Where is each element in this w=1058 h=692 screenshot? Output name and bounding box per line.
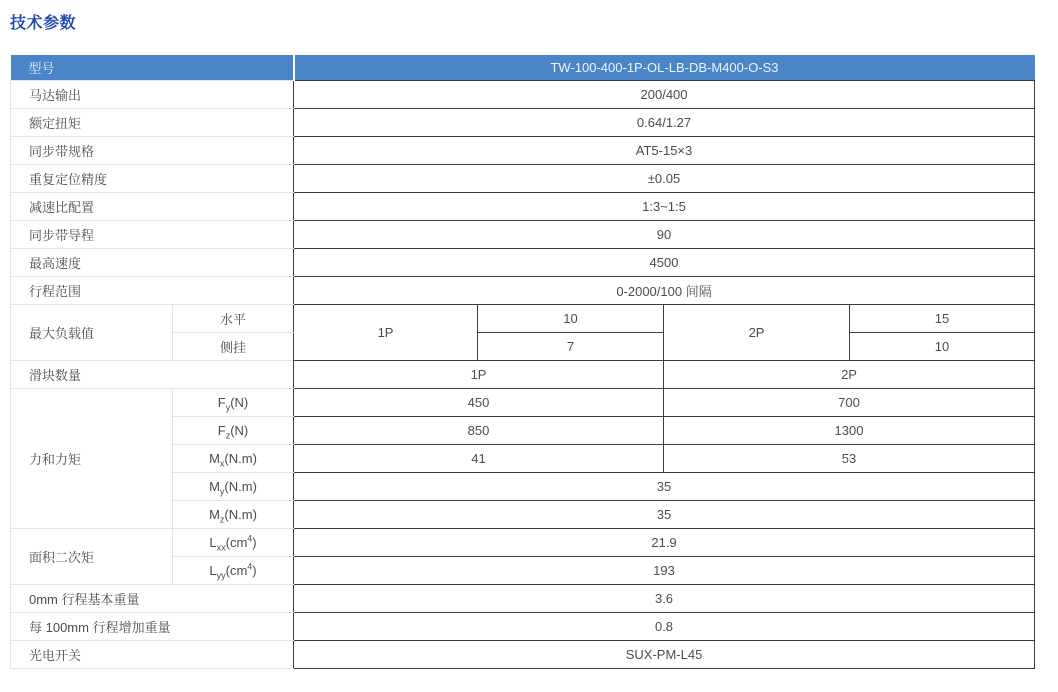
sub-label: $M_y(N.m)$ xyxy=(173,473,294,501)
row-value: 90 xyxy=(294,221,1035,249)
table-row xyxy=(11,165,1035,193)
table-row xyxy=(11,585,1035,613)
row-value: 0.64/1.27 xyxy=(294,109,1035,137)
sub-label: $M_x(N.m)$ xyxy=(173,445,294,473)
group-label-max-load: 最大负载值 xyxy=(11,305,173,361)
spec-table xyxy=(10,55,1035,669)
row-value: SUX-PM-L45 xyxy=(294,641,1035,669)
table-row xyxy=(11,137,1035,165)
sub-label: 水平 xyxy=(173,305,294,333)
table-row xyxy=(11,221,1035,249)
table-row xyxy=(11,305,1035,333)
sub-label: $F_y(N)$ xyxy=(173,389,294,417)
row-value: 1:3~1:5 xyxy=(294,193,1035,221)
row-label: 行程范围 xyxy=(11,277,294,305)
cell-value: 1P xyxy=(294,361,664,389)
table-row xyxy=(11,361,1035,389)
group-cell-2p: 2P xyxy=(664,305,850,361)
group-label-moment: 面积二次矩 xyxy=(11,529,173,585)
cell-value: 2P xyxy=(664,361,1035,389)
table-row xyxy=(11,529,1035,557)
table-row xyxy=(11,641,1035,669)
sub-label: $L_{yy}(cm^4)$ xyxy=(173,557,294,585)
cell-value: 1300 xyxy=(664,417,1035,445)
table-row xyxy=(11,193,1035,221)
cell-value: 21.9 xyxy=(294,529,1035,557)
cell-value: 35 xyxy=(294,473,1035,501)
table-row xyxy=(11,613,1035,641)
row-label: 每 100mm 行程增加重量 xyxy=(11,613,294,641)
row-value: 3.6 xyxy=(294,585,1035,613)
sub-label: 侧挂 xyxy=(173,333,294,361)
row-value: 200/400 xyxy=(294,81,1035,109)
cell-value: 41 xyxy=(294,445,664,473)
cell-value: 850 xyxy=(294,417,664,445)
table-row xyxy=(11,249,1035,277)
cell-value: 450 xyxy=(294,389,664,417)
group-cell-1p: 1P xyxy=(294,305,478,361)
row-label: 最高速度 xyxy=(11,249,294,277)
row-label: 重复定位精度 xyxy=(11,165,294,193)
row-label: 滑块数量 xyxy=(11,361,294,389)
row-label: 同步带规格 xyxy=(11,137,294,165)
cell-value: 10 xyxy=(850,333,1035,361)
page-title: 技术参数 xyxy=(10,15,77,32)
model-value: TW-100-400-1P-OL-LB-DB-M400-O-S3 xyxy=(294,55,1035,81)
cell-value: 10 xyxy=(478,305,664,333)
table-row xyxy=(11,389,1035,417)
cell-value: 53 xyxy=(664,445,1035,473)
row-value: ±0.05 xyxy=(294,165,1035,193)
row-value: 4500 xyxy=(294,249,1035,277)
sub-label: $L_{xx}(cm^4)$ xyxy=(173,529,294,557)
sub-label: $F_z(N)$ xyxy=(173,417,294,445)
row-label: 0mm 行程基本重量 xyxy=(11,585,294,613)
row-label: 减速比配置 xyxy=(11,193,294,221)
row-label: 同步带导程 xyxy=(11,221,294,249)
row-value: 0-2000/100 间隔 xyxy=(294,277,1035,305)
table-row xyxy=(11,109,1035,137)
cell-value: 15 xyxy=(850,305,1035,333)
model-label: 型号 xyxy=(11,55,294,81)
row-value: 0.8 xyxy=(294,613,1035,641)
cell-value: 35 xyxy=(294,501,1035,529)
table-row xyxy=(11,81,1035,109)
cell-value: 700 xyxy=(664,389,1035,417)
cell-value: 193 xyxy=(294,557,1035,585)
group-label-force: 力和力矩 xyxy=(11,389,173,529)
sub-label: $M_z(N.m)$ xyxy=(173,501,294,529)
row-label: 马达输出 xyxy=(11,81,294,109)
row-value: AT5-15×3 xyxy=(294,137,1035,165)
table-row xyxy=(11,55,1035,81)
row-label: 光电开关 xyxy=(11,641,294,669)
table-row xyxy=(11,277,1035,305)
cell-value: 7 xyxy=(478,333,664,361)
row-label: 额定扭矩 xyxy=(11,109,294,137)
